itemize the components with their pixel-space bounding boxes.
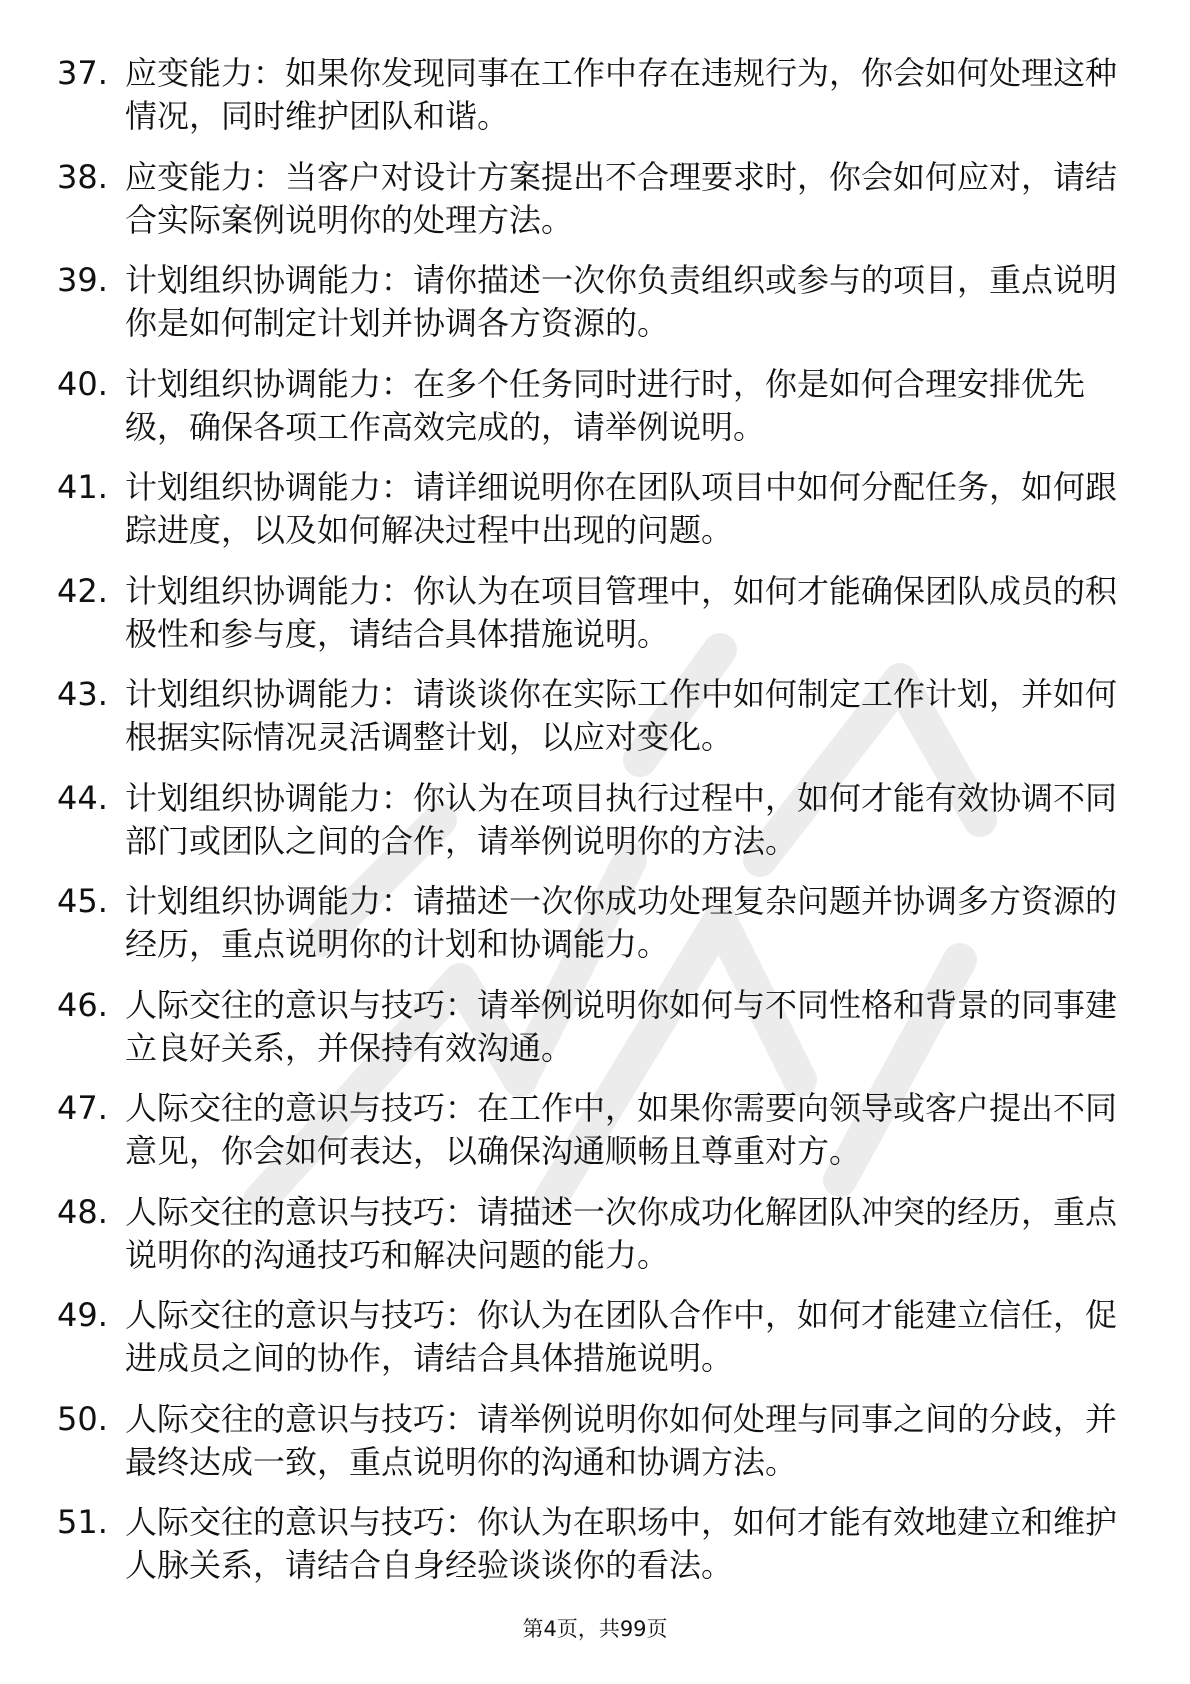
question-number: 50. [57,1399,108,1438]
question-text: 人际交往的意识与技巧：请举例说明你如何与不同性格和背景的同事建立良好关系，并保持有效沟通。 [125,985,1118,1067]
question-text: 人际交往的意识与技巧：请描述一次你成功化解团队冲突的经历，重点说明你的沟通技巧和解决问题的能力。 [125,1192,1118,1274]
question-item [57,466,1137,570]
question-item [57,880,1137,984]
question-text: 计划组织协调能力：你认为在项目管理中，如何才能确保团队成员的积极性和参与度，请结合具体措施说明。 [125,571,1118,653]
question-item [57,52,1137,156]
question-item [57,1087,1137,1191]
question-text: 计划组织协调能力：请描述一次你成功处理复杂问题并协调多方资源的经历，重点说明你的计划和协调能力。 [125,882,1118,963]
question-number: 48. [57,1192,108,1231]
question-number: 49. [57,1296,108,1334]
question-number: 42. [57,571,108,610]
question-text: 人际交往的意识与技巧：你认为在职场中，如何才能有效地建立和维护人脉关系，请结合自身经验谈谈你的看法。 [125,1503,1118,1584]
question-text: 计划组织协调能力：请你描述一次你负责组织或参与的项目，重点说明你是如何制定计划并协调各方资源的。 [125,261,1118,342]
question-item [57,156,1137,260]
question-number: 44. [57,778,108,817]
question-text: 应变能力：如果你发现同事在工作中存在违规行为，你会如何处理这种情况，同时维护团队和谐。 [125,54,1118,135]
question-number: 51. [57,1503,108,1541]
question-text: 人际交往的意识与技巧：请举例说明你如何处理与同事之间的分歧，并最终达成一致，重点说明你的沟通和协调方法。 [125,1399,1118,1481]
question-item [57,673,1137,777]
question-number: 43. [57,675,108,713]
question-text: 计划组织协调能力：你认为在项目执行过程中，如何才能有效协调不同部门或团队之间的合作，请举例说明你的方法。 [125,778,1118,860]
question-text: 人际交往的意识与技巧：在工作中，如果你需要向领导或客户提出不同意见，你会如何表达，以确保沟通顺畅且尊重对方。 [125,1089,1118,1170]
question-item [57,1501,1137,1605]
question-number: 39. [57,261,108,299]
question-text: 人际交往的意识与技巧：你认为在团队合作中，如何才能建立信任，促进成员之间的协作，请结合具体措施说明。 [125,1296,1118,1377]
question-item [57,363,1137,467]
question-number: 45. [57,882,108,920]
page-number: 第4页，共99页 [522,1617,668,1641]
question-text: 计划组织协调能力：请谈谈你在实际工作中如何制定工作计划，并如何根据实际情况灵活调整计划，以应对变化。 [125,675,1118,756]
question-number: 41. [57,468,108,506]
question-text: 计划组织协调能力：请详细说明你在团队项目中如何分配任务，如何跟踪进度，以及如何解决过程中出现的问题。 [125,468,1118,549]
question-item [57,984,1137,1088]
question-item [57,1398,1137,1502]
question-item [57,570,1137,674]
question-number: 40. [57,364,108,403]
question-text: 计划组织协调能力：在多个任务同时进行时，你是如何合理安排优先级，确保各项工作高效完成的，请举例说明。 [125,364,1086,446]
question-item [57,777,1137,881]
question-text: 应变能力：当客户对设计方案提出不合理要求时，你会如何应对，请结合实际案例说明你的处理方法。 [125,157,1118,239]
question-number: 37. [57,54,108,92]
question-number: 38. [57,157,108,196]
question-number: 46. [57,985,108,1024]
question-item [57,1294,1137,1398]
question-number: 47. [57,1089,108,1127]
question-item [57,1191,1137,1295]
question-item [57,259,1137,363]
question-list [57,52,1137,1605]
